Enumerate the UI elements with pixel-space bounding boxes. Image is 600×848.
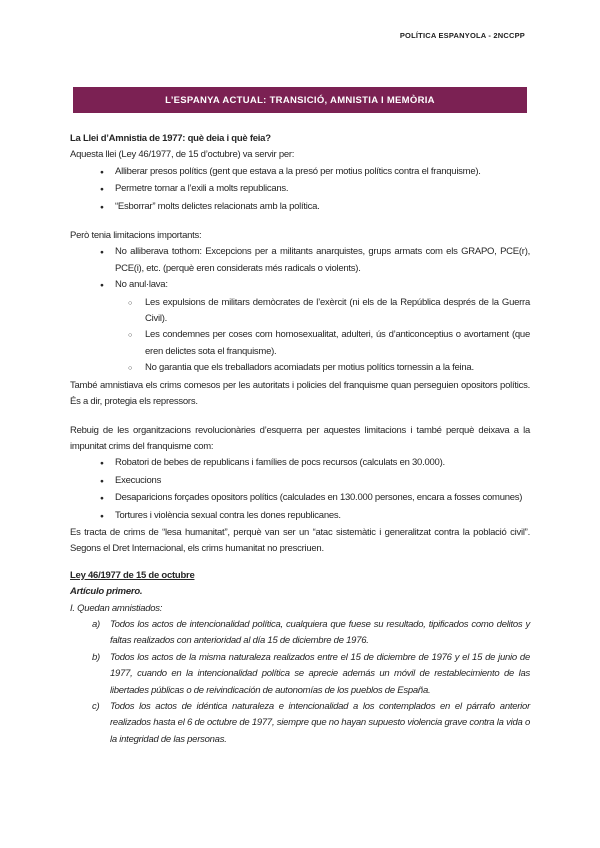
law-article-heading: Artículo primero. (70, 586, 143, 598)
law-list-item-text: Todos los actos de idéntica naturaleza e intencionalidad a los contemplados en el párrafo anterior realizados hasta el 6 de octubre de 1977, siempre que no hayan supuesto violencia grave contra la vida o la integridad de las personas. (110, 701, 530, 745)
bullet-icon (100, 455, 115, 472)
section1-intro: Aquesta llei (Ley 46/1977, de 15 d’octubre) va servir per: (70, 149, 295, 161)
list-item (70, 244, 530, 277)
law-list-item-text: Todos los actos de intencionalidad política, cualquiera que fuese su resultado, tipificados como delitos y faltas realizados con anterioridad al día 15 de diciembre de 1976. (110, 618, 530, 647)
list-item (70, 490, 530, 507)
circle-bullet-icon (128, 295, 145, 328)
list-item (70, 473, 530, 490)
section3-outro: Es tracta de crims de “lesa humanitat”, perquè van ser un “atac sistemàtic i generalitzat contra la població civil”. Segons el Dret Internacional, els crims humanitat no prescriuen. (70, 526, 530, 555)
list-item-text: No anul·lava: (115, 279, 168, 291)
section2-intro: Però tenia limitacions importants: (70, 230, 202, 242)
sub-list-item-text: Les condemnes per coses com homosexualitat, adulteri, ús d’anticonceptius o avortament (que eren delictes sota el franquisme). (145, 329, 530, 357)
bullet-icon (100, 508, 115, 525)
header-course-label: POLÍTICA ESPANYOLA - 2NCCPP (399, 31, 525, 40)
bullet-icon (100, 277, 115, 294)
list-item-text: No alliberava tothom: Excepcions per a militants anarquistes, grups armats com els GRAPO, PCE(r), PCE(i), etc. (perquè eren considerats més radicals o violents). (115, 246, 530, 274)
paragraph-spacer (70, 411, 530, 423)
law-list-item (70, 650, 530, 699)
list-marker: a) (92, 618, 100, 630)
law-list-item (70, 617, 530, 650)
law-list-item-text: Todos los actos de la misma naturaleza realizados entre el 15 de diciembre de 1976 y el 15 de junio de 1977, cuando en la intencionalidad política se aprecie además un móvil de restablecimiento de las libertades públicas o de reivindicación de autonomías de los pueblos de España. (110, 651, 530, 696)
law-list-item (70, 699, 530, 748)
list-item-text: Desaparicions forçades opositors polítics (calculades en 130.000 persones, encara a fosses comunes) (115, 492, 523, 504)
list-item-text: Robatori de bebes de republicans i famílies de pocs recursos (calculats en 30.000). (115, 457, 445, 469)
page-title: L’ESPANYA ACTUAL: TRANSICIÓ, AMNISTIA I MEMÒRIA (165, 94, 435, 106)
list-item-text: Execucions (115, 474, 162, 486)
list-item (70, 199, 530, 216)
list-item-text: Alliberar presos polítics (gent que estava a la presó per motius polítics contra el franquisme). (115, 165, 481, 177)
page-header (400, 31, 525, 40)
section2-outro: També amnistiava els crims comesos per les autoritats i policies del franquisme quan perseguien opositors polítics. És a dir, protegia els repressors. (70, 379, 530, 408)
document-content (70, 131, 530, 748)
circle-bullet-icon (128, 327, 145, 360)
law-lead: I. Quedan amnistiados: (70, 602, 163, 614)
list-item (70, 164, 530, 181)
sub-list-item (70, 360, 530, 377)
list-item-text: Tortures i violència sexual contra les dones republicanes. (115, 509, 341, 521)
list-item (70, 181, 530, 198)
bullet-icon (100, 181, 115, 198)
sub-list-item-text: Les expulsions de militars demòcrates de l’exèrcit (ni els de la República després de la Guerra Civil). (145, 296, 530, 325)
list-marker: c) (92, 701, 100, 712)
list-item (70, 277, 530, 294)
bullet-icon (100, 244, 115, 277)
bullet-icon (100, 473, 115, 490)
sub-list-item (70, 327, 530, 360)
list-marker: b) (92, 651, 100, 663)
circle-bullet-icon (128, 360, 145, 377)
bullet-icon (100, 490, 115, 507)
list-item (70, 508, 530, 525)
section3-intro: Rebuig de les organitzacions revolucionàries d’esquerra per aquestes limitacions i també perquè deixava a la impunitat crims del franquisme com: (70, 424, 530, 452)
paragraph-spacer (70, 216, 530, 228)
sub-list-item (70, 295, 530, 328)
list-item-text: “Esborrar” molts delictes relacionats amb la política. (115, 200, 320, 212)
sub-list-item-text: No garantia que els treballadors acomiadats per motius polítics tornessin a la feina. (145, 362, 474, 374)
section1-heading: La Llei d’Amnistia de 1977: què deia i què feia? (70, 133, 271, 144)
paragraph-spacer (70, 558, 530, 568)
list-item-text: Permetre tornar a l’exili a molts republicans. (115, 183, 289, 195)
bullet-icon (100, 199, 115, 216)
bullet-icon (100, 164, 115, 181)
title-banner (73, 87, 527, 113)
law-heading: Ley 46/1977 de 15 de octubre (70, 569, 195, 581)
list-item (70, 455, 530, 472)
